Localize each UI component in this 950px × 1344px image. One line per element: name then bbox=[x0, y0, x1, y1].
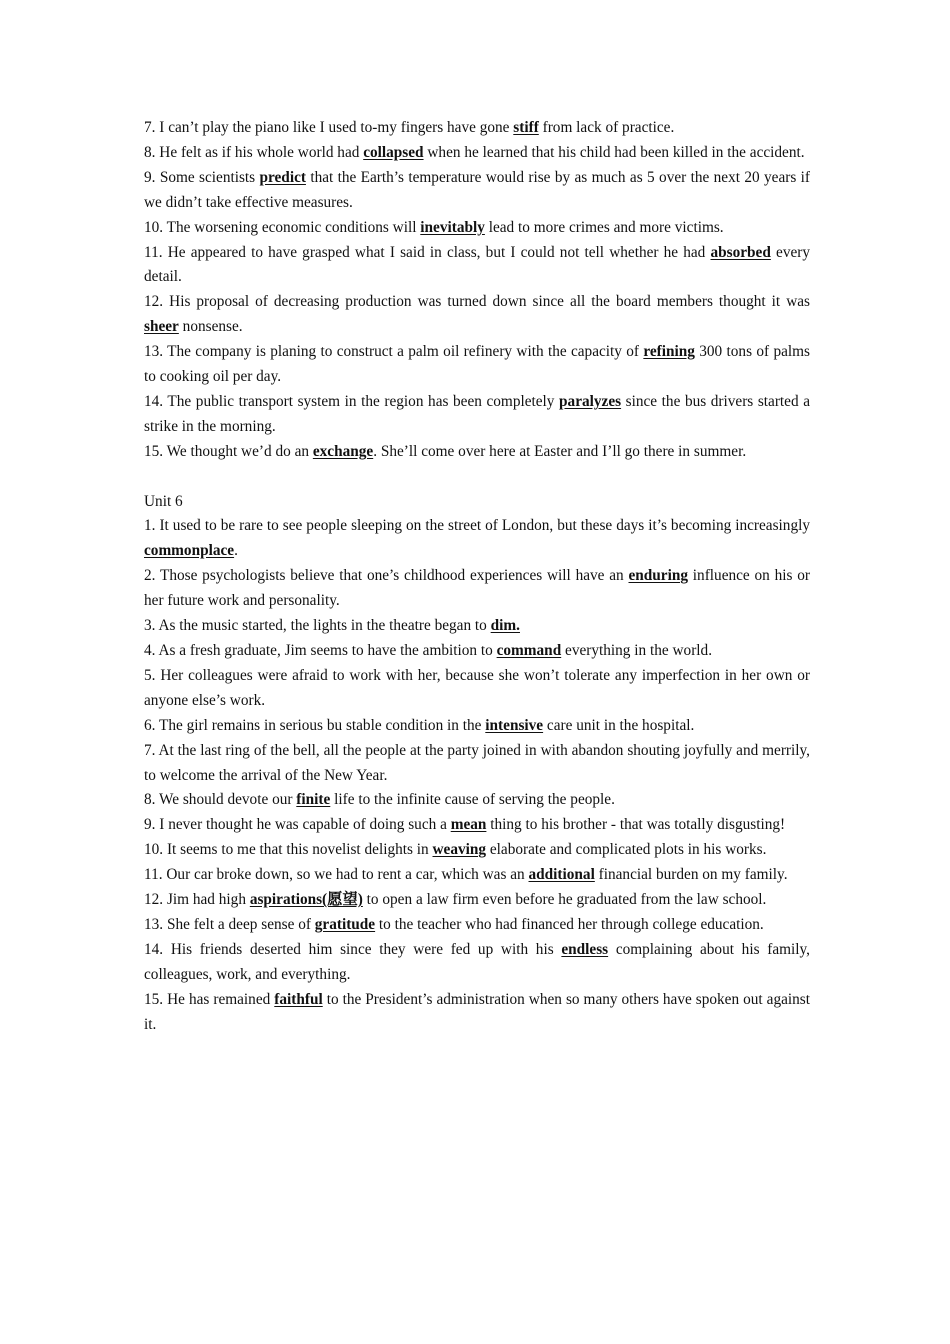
sentence-item: 10. The worsening economic conditions will inevitably lead to more crimes and more victims. bbox=[144, 218, 724, 236]
answer-word: predict bbox=[259, 168, 306, 186]
answer-word: commonplace bbox=[144, 542, 235, 560]
answer-word: finite bbox=[296, 791, 331, 809]
answer-word: weaving bbox=[432, 841, 487, 859]
unit-heading: Unit 6 bbox=[144, 492, 183, 510]
sentence-item: 9. Some scientists predict that the Earth’s temperature would rise by as much as 5 over the next 20 years if we didn’t take effective measures. bbox=[144, 168, 810, 211]
sentence-item: 5. Her colleagues were afraid to work with her, because she won’t tolerate any imperfection in her own or anyone else’s work. bbox=[144, 666, 810, 709]
sentence-item: 2. Those psychologists believe that one’s childhood experiences will have an enduring influence on his or her future work and personality. bbox=[144, 567, 810, 610]
answer-word: endless bbox=[561, 940, 609, 958]
answer-word: absorbed bbox=[710, 243, 771, 261]
answer-word: faithful bbox=[274, 990, 323, 1008]
sentence-item: 11. Our car broke down, so we had to rent a car, which was an additional financial burden on my family. bbox=[144, 866, 788, 884]
answer-word: intensive bbox=[485, 716, 544, 734]
answer-word: aspirations(愿望) bbox=[249, 891, 363, 909]
sentence-item: 1. It used to be rare to see people sleeping on the street of London, but these days it’s becoming increasingly commonplace. bbox=[144, 517, 810, 560]
answer-word: sheer bbox=[144, 318, 179, 336]
answer-word: exchange bbox=[312, 442, 374, 460]
answer-word: refining bbox=[643, 343, 695, 361]
sentence-item: 8. He felt as if his whole world had collapsed when he learned that his child had been killed in the accident. bbox=[144, 143, 805, 161]
sentence-item: 6. The girl remains in serious bu stable condition in the intensive care unit in the hospital. bbox=[144, 716, 695, 734]
answer-word: dim. bbox=[490, 617, 520, 635]
sentence-item: 9. I never thought he was capable of doing such a mean thing to his brother - that was totally disgusting! bbox=[144, 816, 786, 834]
sentence-item: 7. I can’t play the piano like I used to-my fingers have gone stiff from lack of practice. bbox=[144, 119, 675, 136]
answer-word: stiff bbox=[513, 119, 539, 136]
sentence-item: 13. She felt a deep sense of gratitude to the teacher who had financed her through college education. bbox=[144, 915, 764, 933]
answer-word: command bbox=[496, 642, 562, 660]
sentence-item: 12. Jim had high aspirations(愿望) to open a law firm even before he graduated from the law school. bbox=[144, 891, 767, 909]
answer-word: mean bbox=[450, 816, 487, 834]
sentence-item: 8. We should devote our finite life to the infinite cause of serving the people. bbox=[144, 791, 615, 809]
section-spacer bbox=[144, 465, 810, 490]
sentence-item: 12. His proposal of decreasing production was turned down since all the board members thought it was sheer nonsense. bbox=[144, 293, 810, 336]
document-page bbox=[144, 116, 810, 1038]
sentence-item: 7. At the last ring of the bell, all the people at the party joined in with abandon shouting joyfully and merrily, to welcome the arrival of the New Year. bbox=[144, 741, 810, 784]
sentence-item: 14. The public transport system in the region has been completely paralyzes since the bus drivers started a strike in the morning. bbox=[144, 392, 810, 435]
sentence-item: 15. We thought we’d do an exchange. She’ll come over here at Easter and I’ll go there in summer. bbox=[144, 442, 747, 460]
answer-word: enduring bbox=[628, 567, 689, 585]
sentence-item: 13. The company is planing to construct a palm oil refinery with the capacity of refining 300 tons of palms to cooking oil per day. bbox=[144, 343, 810, 386]
answer-word: inevitably bbox=[420, 218, 485, 236]
sentence-item: 14. His friends deserted him since they were fed up with his endless complaining about his family, colleagues, work, and everything. bbox=[144, 940, 810, 983]
answer-word: additional bbox=[528, 866, 595, 884]
sentence-item: 3. As the music started, the lights in the theatre began to dim. bbox=[144, 617, 520, 635]
sentence-item: 11. He appeared to have grasped what I said in class, but I could not tell whether he had absorbed every detail. bbox=[144, 243, 810, 286]
sentence-item: 10. It seems to me that this novelist delights in weaving elaborate and complicated plots in his works. bbox=[144, 841, 767, 859]
answer-word: collapsed bbox=[363, 143, 424, 161]
answer-word: gratitude bbox=[314, 915, 376, 933]
sentence-item: 4. As a fresh graduate, Jim seems to have the ambition to command everything in the world. bbox=[144, 642, 713, 660]
sentence-item: 15. He has remained faithful to the President’s administration when so many others have spoken out against it. bbox=[144, 990, 810, 1033]
answer-word: paralyzes bbox=[559, 392, 622, 410]
